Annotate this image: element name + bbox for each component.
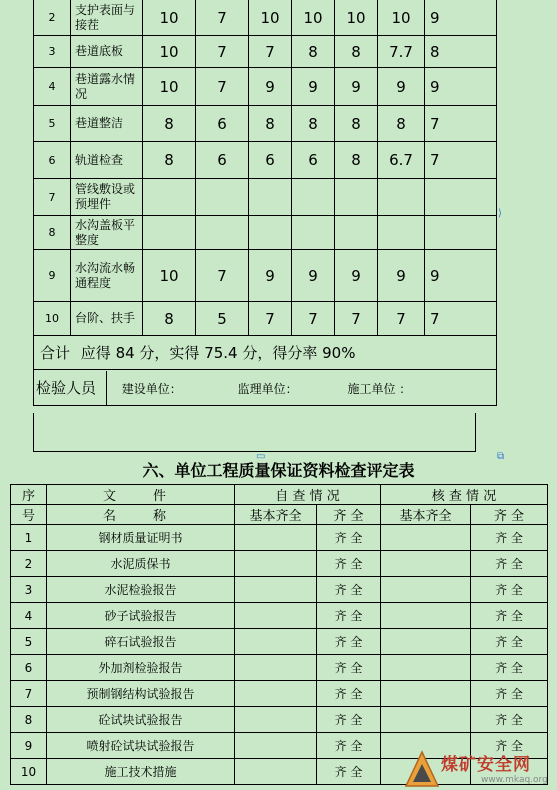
summary-row [34, 336, 497, 370]
row-number: 9 [11, 733, 47, 759]
self-check-header: 自 查 情 况 [235, 485, 381, 505]
document-name: 水泥检验报告 [47, 577, 235, 603]
score-cell [378, 179, 425, 216]
verify-basic-header: 基本齐全 [381, 505, 471, 525]
inspector-cell [34, 370, 497, 406]
inspection-score-rows [34, 0, 497, 336]
score-cell [196, 179, 249, 216]
row-number: 9 [34, 250, 71, 302]
summary-text: 应得 84 分，实得 75.4 分，得分率 90% [80, 344, 356, 362]
inspection-item: 水沟盖板平整度 [71, 216, 143, 250]
document-name: 碎石试验报告 [47, 629, 235, 655]
score-cell: 10 [143, 250, 196, 302]
self-basic-header: 基本齐全 [235, 505, 317, 525]
score-cell [292, 179, 335, 216]
score-row [34, 36, 497, 68]
score-row [34, 179, 497, 216]
score-row [34, 142, 497, 179]
document-name: 预制钢结构试验报告 [47, 681, 235, 707]
score-cell: 7 [292, 302, 335, 336]
score-cell: 7 [335, 302, 378, 336]
row-number: 6 [34, 142, 71, 179]
score-cell: 6.7 [378, 142, 425, 179]
self-full-cell: 齐 全 [317, 603, 381, 629]
self-basic-cell [235, 681, 317, 707]
score-cell: 6 [196, 106, 249, 142]
quality-docs-rows [11, 525, 548, 785]
verify-header: 核 查 情 况 [381, 485, 548, 505]
table-move-handle[interactable]: ▭ [256, 451, 266, 462]
score-row [34, 216, 497, 250]
score-row [34, 68, 497, 106]
score-cell [335, 179, 378, 216]
verify-basic-cell [381, 603, 471, 629]
score-cell [143, 216, 196, 250]
row-number: 10 [11, 759, 47, 785]
row-number: 5 [11, 629, 47, 655]
score-cell: 8 [143, 106, 196, 142]
score-cell: 10 [143, 36, 196, 68]
verify-full-header: 齐 全 [471, 505, 548, 525]
self-full-cell: 齐 全 [317, 577, 381, 603]
doc-header-bottom: 名 称 [47, 505, 235, 525]
score-cell: 7 [196, 0, 249, 36]
table-row [11, 707, 548, 733]
document-name: 水泥质保书 [47, 551, 235, 577]
table-row [11, 603, 548, 629]
score-cell: 8 [292, 36, 335, 68]
score-row [34, 0, 497, 36]
inspection-item: 轨道检查 [71, 142, 143, 179]
inspector-row [34, 370, 497, 406]
score-cell: 7 [425, 142, 497, 179]
score-cell [196, 216, 249, 250]
verify-basic-cell [381, 629, 471, 655]
score-cell [335, 216, 378, 250]
row-number: 1 [11, 525, 47, 551]
score-cell: 9 [425, 250, 497, 302]
score-cell: 10 [249, 0, 292, 36]
seq-header-top: 序 [11, 485, 47, 505]
verify-basic-cell [381, 525, 471, 551]
table-resize-handle[interactable]: ⟩ [498, 208, 502, 219]
score-cell: 10 [335, 0, 378, 36]
builder-unit-label: 施工单位 ： [347, 381, 412, 396]
score-cell: 8 [292, 106, 335, 142]
score-cell: 10 [378, 0, 425, 36]
summary-label: 合计 [40, 344, 71, 362]
row-number: 2 [34, 0, 71, 36]
inspection-item: 巷道露水情况 [71, 68, 143, 106]
score-cell [249, 216, 292, 250]
self-basic-cell [235, 577, 317, 603]
inspection-item: 水沟流水畅通程度 [71, 250, 143, 302]
verify-full-cell: 齐 全 [471, 707, 548, 733]
inspection-item: 巷道整洁 [71, 106, 143, 142]
verify-basic-cell [381, 707, 471, 733]
score-cell: 7 [196, 250, 249, 302]
verify-full-cell: 齐 全 [471, 629, 548, 655]
verify-basic-cell [381, 681, 471, 707]
document-name: 砼试块试验报告 [47, 707, 235, 733]
verify-full-cell: 齐 全 [471, 681, 548, 707]
self-basic-cell [235, 733, 317, 759]
site-watermark [405, 748, 557, 790]
table-row [11, 525, 548, 551]
table-row [11, 681, 548, 707]
row-number: 7 [34, 179, 71, 216]
inspection-score-table [33, 0, 497, 406]
document-name: 外加剂检验报告 [47, 655, 235, 681]
self-basic-cell [235, 707, 317, 733]
watermark-brand: 煤矿安全网 [441, 755, 531, 775]
verify-full-cell: 齐 全 [471, 603, 548, 629]
table-row [11, 655, 548, 681]
score-cell: 7 [425, 302, 497, 336]
score-cell: 6 [292, 142, 335, 179]
mine-logo-icon [405, 750, 439, 788]
score-cell: 9 [292, 68, 335, 106]
inspection-item: 台阶、扶手 [71, 302, 143, 336]
self-full-cell: 齐 全 [317, 681, 381, 707]
score-cell: 8 [335, 106, 378, 142]
score-cell: 9 [425, 0, 497, 36]
score-cell: 9 [425, 68, 497, 106]
self-basic-cell [235, 629, 317, 655]
row-number: 3 [11, 577, 47, 603]
verify-full-cell: 齐 全 [471, 733, 548, 759]
score-cell: 7 [196, 68, 249, 106]
verify-basic-cell [381, 551, 471, 577]
score-cell: 8 [143, 142, 196, 179]
watermark-url: www.mkaq.org [481, 775, 548, 785]
verify-full-cell: 齐 全 [471, 551, 548, 577]
score-cell: 7 [249, 302, 292, 336]
row-number: 2 [11, 551, 47, 577]
score-cell: 9 [335, 250, 378, 302]
row-number: 10 [34, 302, 71, 336]
score-cell: 7 [378, 302, 425, 336]
row-number: 8 [11, 707, 47, 733]
score-cell [143, 179, 196, 216]
score-cell: 6 [249, 142, 292, 179]
row-number: 6 [11, 655, 47, 681]
verify-basic-cell [381, 577, 471, 603]
self-basic-cell [235, 655, 317, 681]
score-cell: 7 [196, 36, 249, 68]
self-full-cell: 齐 全 [317, 759, 381, 785]
section-title: 六、单位工程质量保证资料检查评定表 [142, 461, 415, 480]
table-row [11, 629, 548, 655]
self-basic-cell [235, 525, 317, 551]
inspection-item: 管线敷设或预埋件 [71, 179, 143, 216]
table-corner-handle[interactable]: ⧉ [497, 451, 505, 462]
document-name: 钢材质量证明书 [47, 525, 235, 551]
row-number: 4 [34, 68, 71, 106]
score-cell: 5 [196, 302, 249, 336]
supervision-unit-label: 监理单位： [237, 381, 298, 396]
inspector-label: 检验人员 [36, 371, 107, 405]
verify-full-cell: 齐 全 [471, 577, 548, 603]
doc-header-top: 文 件 [47, 485, 235, 505]
table-row [11, 577, 548, 603]
score-cell [425, 179, 497, 216]
score-row [34, 302, 497, 336]
score-cell: 10 [292, 0, 335, 36]
row-number: 8 [34, 216, 71, 250]
score-cell: 8 [378, 106, 425, 142]
score-cell: 7 [425, 106, 497, 142]
score-cell [378, 216, 425, 250]
row-number: 5 [34, 106, 71, 142]
self-full-header: 齐 全 [317, 505, 381, 525]
inspection-item: 支护表面与接茬 [71, 0, 143, 36]
self-full-cell: 齐 全 [317, 551, 381, 577]
score-row [34, 106, 497, 142]
score-cell: 9 [378, 68, 425, 106]
score-cell: 8 [249, 106, 292, 142]
verify-basic-cell [381, 655, 471, 681]
score-cell: 8 [335, 36, 378, 68]
blank-cell [33, 413, 476, 452]
score-row [34, 250, 497, 302]
document-name: 砂子试验报告 [47, 603, 235, 629]
seq-header-bottom: 号 [11, 505, 47, 525]
score-cell: 7 [249, 36, 292, 68]
self-full-cell: 齐 全 [317, 629, 381, 655]
score-cell: 8 [425, 36, 497, 68]
document-name: 喷射砼试块试验报告 [47, 733, 235, 759]
score-cell: 6 [196, 142, 249, 179]
document-name: 施工技术措施 [47, 759, 235, 785]
score-cell [292, 216, 335, 250]
score-cell: 7.7 [378, 36, 425, 68]
self-full-cell: 齐 全 [317, 733, 381, 759]
score-cell: 9 [249, 68, 292, 106]
score-cell: 9 [378, 250, 425, 302]
row-number: 3 [34, 36, 71, 68]
score-cell: 9 [249, 250, 292, 302]
self-basic-cell [235, 551, 317, 577]
self-full-cell: 齐 全 [317, 655, 381, 681]
inspection-item: 巷道底板 [71, 36, 143, 68]
header-row-top [11, 485, 548, 505]
self-basic-cell [235, 603, 317, 629]
score-cell: 8 [335, 142, 378, 179]
verify-full-cell: 齐 全 [471, 655, 548, 681]
table-row [11, 551, 548, 577]
score-cell: 10 [143, 0, 196, 36]
score-cell: 9 [292, 250, 335, 302]
score-cell [249, 179, 292, 216]
row-number: 7 [11, 681, 47, 707]
score-cell [425, 216, 497, 250]
verify-full-cell: 齐 全 [471, 525, 548, 551]
score-cell: 9 [335, 68, 378, 106]
header-row-bottom [11, 505, 548, 525]
score-cell: 10 [143, 68, 196, 106]
score-cell: 8 [143, 302, 196, 336]
self-full-cell: 齐 全 [317, 707, 381, 733]
self-full-cell: 齐 全 [317, 525, 381, 551]
row-number: 4 [11, 603, 47, 629]
summary-cell [34, 336, 497, 370]
quality-docs-table [10, 484, 548, 785]
self-basic-cell [235, 759, 317, 785]
construction-unit-label: 建设单位： [121, 381, 182, 396]
